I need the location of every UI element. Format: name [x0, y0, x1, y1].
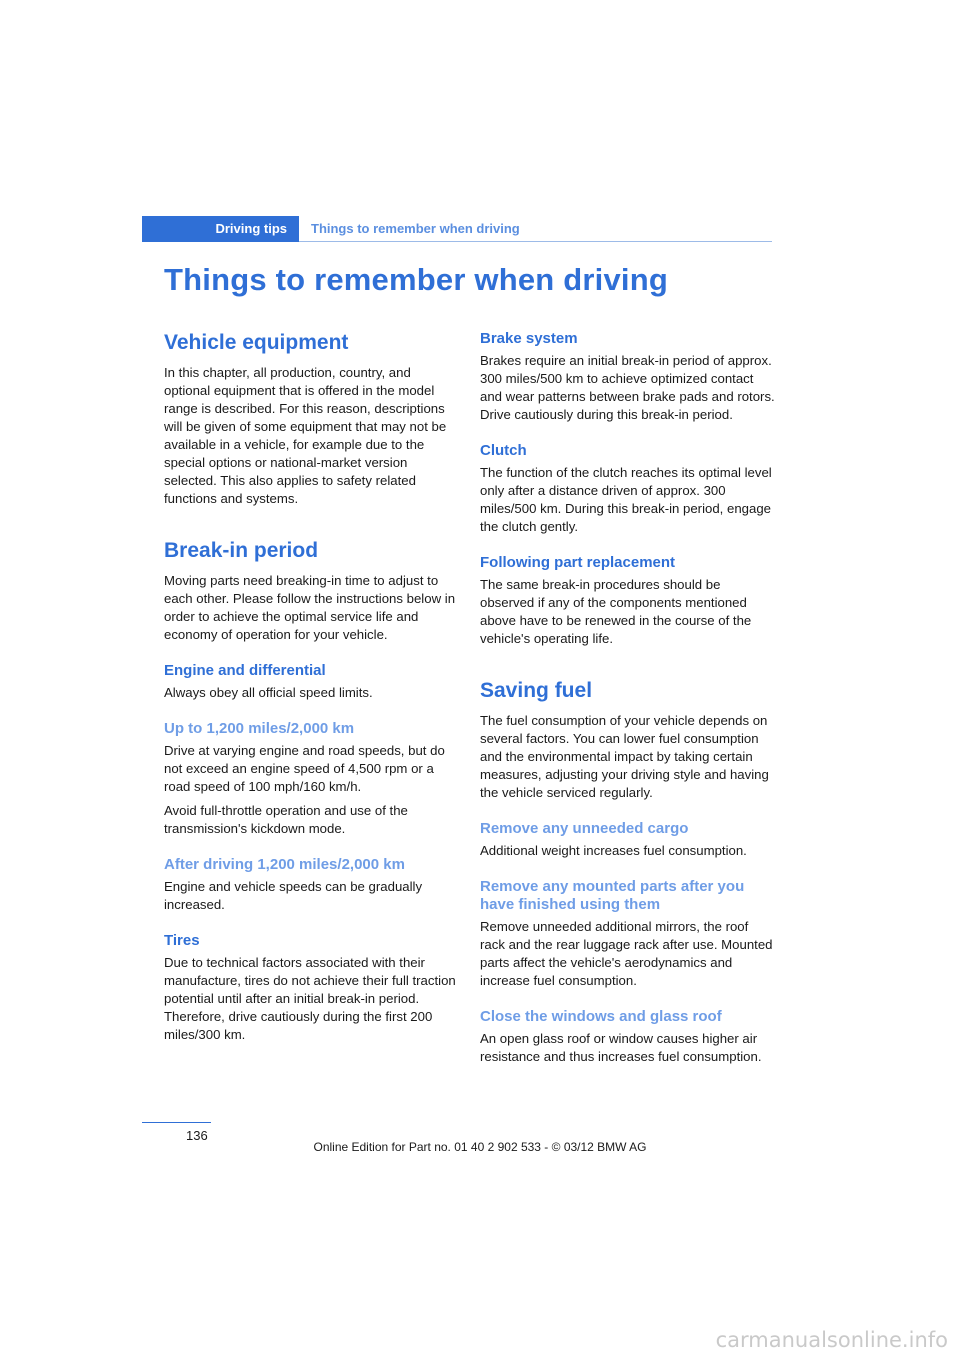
heading-vehicle-equipment: Vehicle equipment [164, 331, 349, 354]
heading-cargo: Remove any unneeded cargo [480, 820, 689, 837]
footer [0, 1140, 960, 1154]
section-vehicle-equipment [164, 330, 459, 508]
section-tires [164, 932, 459, 1044]
text-clutch: The function of the clutch reaches its optimal level only after a distance driven of approx. 300 miles/500 km. During this break-in period, engage the clutch gently. [480, 465, 772, 534]
section-cargo [480, 820, 775, 860]
heading-saving: Saving fuel [480, 679, 593, 702]
section-break-in [164, 538, 459, 644]
text-up-to-2: Avoid full-throttle operation and use of the transmission's kickdown mode. [164, 803, 408, 836]
text-engine: Always obey all official speed limits. [164, 685, 373, 700]
heading-break-in: Break-in period [164, 539, 319, 562]
text-saving: The fuel consumption of your vehicle depends on several factors. You can lower fuel consumption and the environmental impact by taking certain measures, adjusting your driving style and having the vehicle serviced regularly. [480, 713, 769, 800]
section-replacement [480, 554, 775, 648]
section-brake [480, 330, 775, 424]
text-break-in: Moving parts need breaking-in time to adjust to each other. Please follow the instructions below in order to achieve the optimal service life and economy of operation for your vehicle. [164, 573, 456, 642]
text-mounted: Remove unneeded additional mirrors, the roof rack and the rear luggage rack after use. Mounted parts affect the vehicle's aerodynamics and increase fuel consumption. [480, 919, 773, 988]
heading-replacement: Following part replacement [480, 554, 676, 571]
text-windows: An open glass roof or window causes higher air resistance and thus increases fuel consumption. [480, 1031, 762, 1064]
heading-after: After driving 1,200 miles/2,000 km [164, 856, 405, 873]
page-title: Things to remember when driving [164, 262, 668, 297]
page-number-rule [142, 1122, 211, 1123]
section-windows [480, 1008, 775, 1066]
heading-brake: Brake system [480, 330, 578, 347]
text-brake: Brakes require an initial break-in period of approx. 300 miles/500 km to achieve optimized contact and wear patterns between brake pads and rotors. Drive cautiously during this break-in period. [480, 353, 775, 422]
text-up-to-1: Drive at varying engine and road speeds, but do not exceed an engine speed of 4,500 rpm or a road speed of 100 mph/160 km/h. [164, 743, 445, 794]
text-cargo: Additional weight increases fuel consumption. [480, 843, 747, 858]
left-column [164, 330, 459, 1050]
heading-mounted: Remove any mounted parts after you have finished using them [480, 878, 745, 913]
section-after [164, 856, 459, 914]
watermark: carmanualsonline.info [715, 1328, 948, 1352]
text-after: Engine and vehicle speeds can be gradually increased. [164, 879, 423, 912]
heading-clutch: Clutch [480, 442, 527, 459]
heading-windows: Close the windows and glass roof [480, 1008, 722, 1025]
section-label: Things to remember when driving [311, 221, 520, 236]
footer-text: Online Edition for Part no. 01 40 2 902 533 - © 03/12 BMW AG [313, 1140, 647, 1154]
heading-up-to: Up to 1,200 miles/2,000 km [164, 720, 355, 737]
right-column [480, 330, 775, 1072]
heading-tires: Tires [164, 932, 200, 949]
section-engine [164, 662, 459, 702]
section-saving [480, 678, 775, 802]
chapter-label: Driving tips [215, 221, 287, 236]
text-tires: Due to technical factors associated with their manufacture, tires do not achieve their full traction potential until after an initial break-in period. Therefore, drive cautiously during the first 200 miles/300 km. [164, 955, 456, 1042]
section-up-to [164, 720, 459, 838]
heading-engine: Engine and differential [164, 662, 326, 679]
chapter-tab [142, 216, 299, 242]
section-mounted [480, 878, 775, 990]
text-replacement: The same break-in procedures should be observed if any of the components mentioned above have to be renewed in the course of the vehicle's operating life. [480, 577, 752, 646]
page-number: 136 [186, 1128, 208, 1143]
header-rule [299, 241, 772, 242]
section-clutch [480, 442, 775, 536]
text-vehicle-equipment: In this chapter, all production, country, and optional equipment that is offered in the model range is described. For this reason, descriptions will be given of some equipment that may not be available in a vehicle, for example due to the special options or national-market version selected. This also applies to safety related functions and systems. [164, 365, 447, 506]
